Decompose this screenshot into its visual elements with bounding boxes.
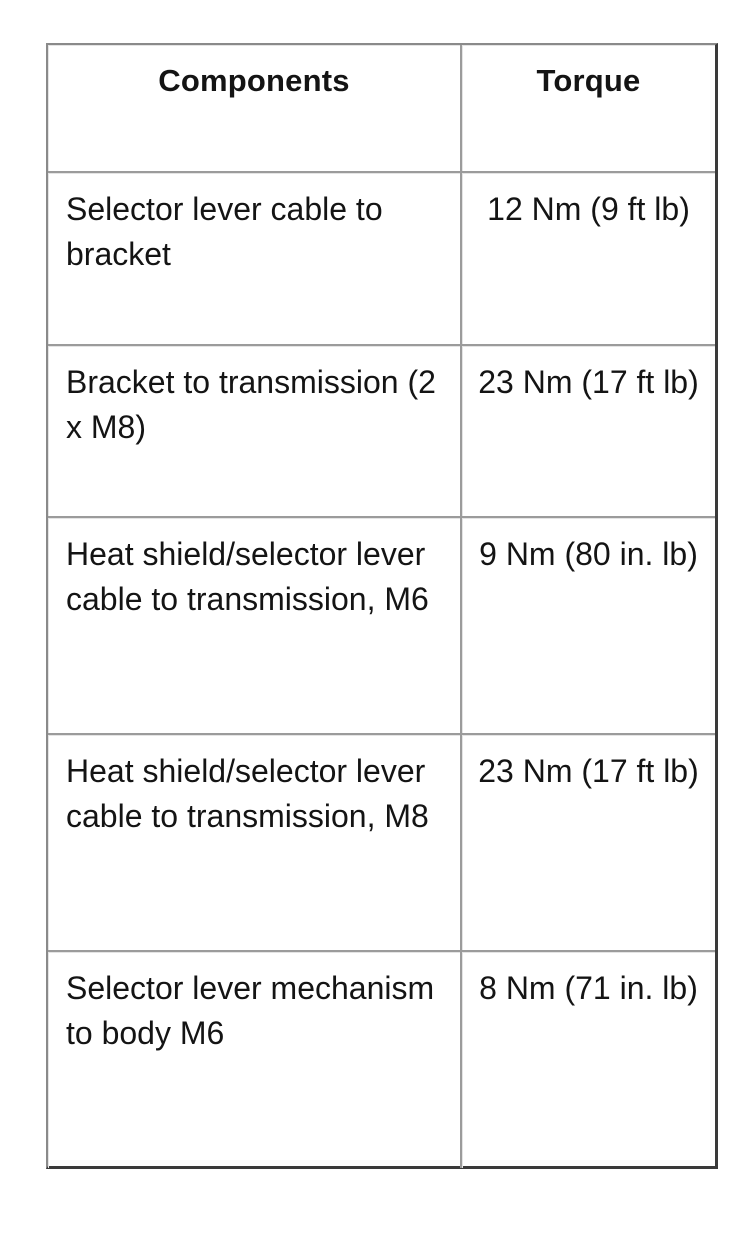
table-row xyxy=(48,173,715,346)
component-cell: Selector lever mechanism to body M6 xyxy=(48,952,462,1168)
component-cell: Heat shield/selector lever cable to transmission, M8 xyxy=(48,735,462,952)
torque-column-header: Torque xyxy=(462,45,715,173)
torque-cell: 23 Nm (17 ft lb) xyxy=(462,346,715,518)
torque-cell: 12 Nm (9 ft lb) xyxy=(462,173,715,346)
torque-table xyxy=(48,45,715,1168)
component-cell: Heat shield/selector lever cable to transmission, M6 xyxy=(48,518,462,735)
torque-specification-table xyxy=(46,43,718,1169)
torque-cell: 23 Nm (17 ft lb) xyxy=(462,735,715,952)
components-column-header: Components xyxy=(48,45,462,173)
table-row xyxy=(48,346,715,518)
table-row xyxy=(48,735,715,952)
torque-cell: 9 Nm (80 in. lb) xyxy=(462,518,715,735)
table-row xyxy=(48,518,715,735)
torque-cell: 8 Nm (71 in. lb) xyxy=(462,952,715,1168)
component-cell: Bracket to transmission (2 x M8) xyxy=(48,346,462,518)
table-row xyxy=(48,952,715,1168)
component-cell: Selector lever cable to bracket xyxy=(48,173,462,346)
table-header-row xyxy=(48,45,715,173)
